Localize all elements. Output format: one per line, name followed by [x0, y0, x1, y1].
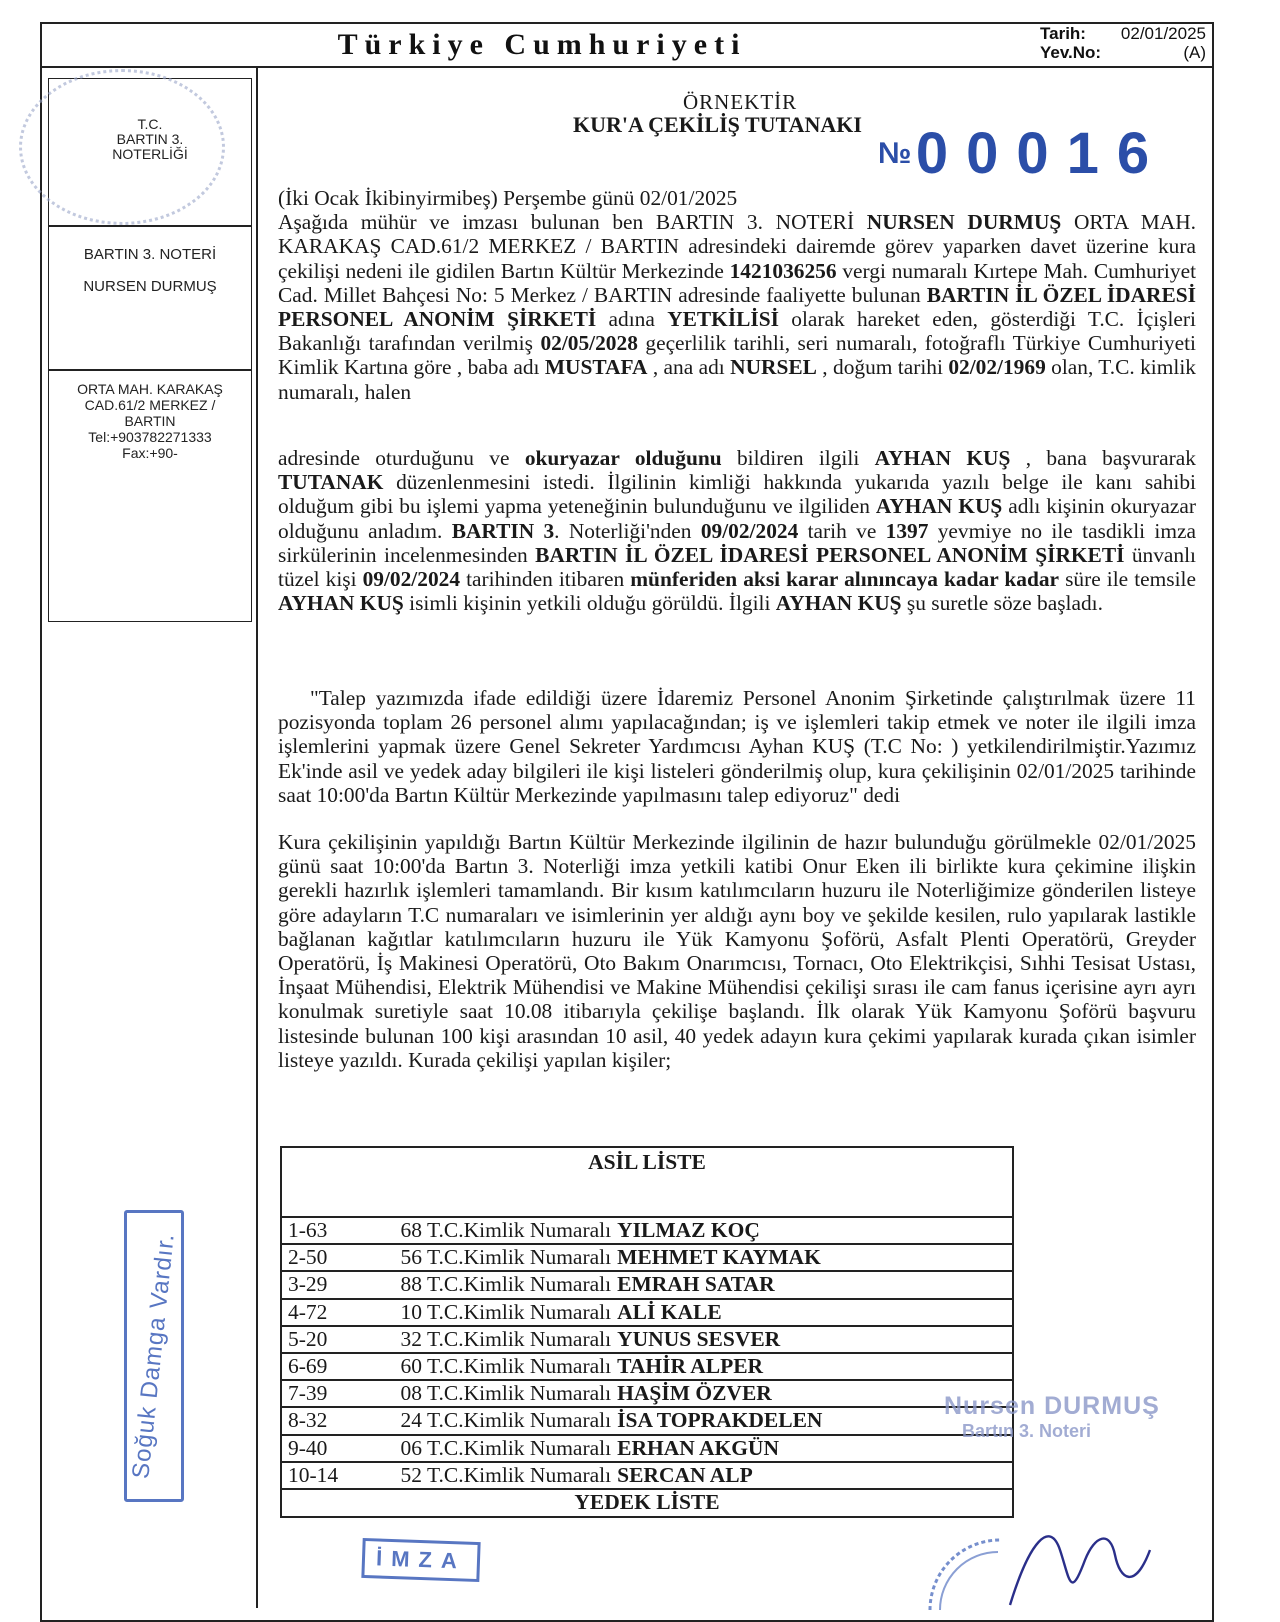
- row-name: TAHİR ALPER: [617, 1354, 764, 1379]
- seal-line-2: BARTIN 3.: [116, 131, 184, 147]
- row-name: SERCAN ALP: [617, 1462, 753, 1487]
- row-index: 10-14: [288, 1462, 339, 1487]
- row-name: EMRAH SATAR: [617, 1272, 775, 1297]
- row-index: 2-50: [288, 1245, 328, 1270]
- paragraph-2: adresinde oturduğunu ve okuryazar olduğunu bildiren ilgili AYHAN KUŞ , bana başvurarak TUTANAK düzenlenmesini istedi. İlgilinin kimliği hakkında yukarıda yazılı belge ile kanı sahibi olduğum gibi bu işlemi yapma yeteneğinin bulunduğunu ve ilgiliden AYHAN KUŞ adlı kişinin okuryazar olduğunu anladım. BARTIN 3. Noterliği'nden 09/02/2024 tarih ve 1397 yevmiye no ile tasdikli imza sirkülerinin incelenmesinden BARTIN İL ÖZEL İDARESİ PERSONEL ANONİM ŞİRKETİ ünvanlı tüzel kişi 09/02/2024 tarihinden itibaren münferiden aksi karar alınıncaya kadar kadar süre ile temsile AYHAN KUŞ isimli kişinin yetkili olduğu görüldü. İlgili AYHAN KUŞ şu suretle söze başladı.: [278, 446, 1197, 616]
- list-row: [282, 1436, 1012, 1463]
- list-row: [282, 1245, 1012, 1272]
- list-row: [282, 1463, 1012, 1490]
- paragraph-4: Kura çekilişinin yapıldığı Bartın Kültür Merkezinde ilgilinin de hazır bulunduğu görülmekle 02/01/2025 günü saat 10:00'da Bartın 3. Noterliği imza yetkili katibi Onur Eken ili birlikte kura çekimine ilişkin gerekli hazırlık işlemleri tamamlandı. Bir kısım katılımcıların huzuru ile Noterliğimize gönderilen listeye göre adayların T.C numaraları ve isimlerinin yer aldığı aynı boy ve şekilde kesilen, rulo yapılarak lastikle bağlanan kağıtlar katılımcıların huzuru ile Yük Kamyonu Şoförü, Asfalt Plenti Operatörü, Greyder Operatörü, İş Makinesi Operatörü, Oto Bakım Onarımcısı, Tornacı, Oto Elektrikçisi, Sıhhi Tesisat Ustası, İnşaat Mühendisi, Elektrik Mühendisi ve Makine Mühendisi çekilişi sırası ile cam fanus içerisine ayrı ayrı konulmak suretiyle saat 10.08 itibarıyla çekilişe başlandı. İlk olarak Yük Kamyonu Şoförü başvuru listesinde bulunan 100 kişi arasından 10 asil, 40 yedek adayın kura çekimi yapılarak kurada çıkan isimler listeye yazıldı. Kurada çekilişi yapılan kişiler;: [278, 830, 1196, 1072]
- country-title: Türkiye Cumhuriyeti: [337, 28, 747, 61]
- notary-stamp-line-2: Bartın 3. Noteri: [962, 1421, 1092, 1441]
- row-index: 8-32: [288, 1408, 328, 1433]
- row-tc-suffix: 68: [400, 1218, 422, 1243]
- notary-stamp: [944, 1392, 1160, 1442]
- list-row: [282, 1218, 1012, 1245]
- row-label: T.C.Kimlik Numaralı: [427, 1218, 612, 1243]
- date-label: Tarih:: [1040, 24, 1086, 43]
- notary-title: BARTIN 3. NOTERİ: [83, 246, 217, 263]
- row-index: 3-29: [288, 1272, 328, 1297]
- number-value: 00016: [915, 121, 1168, 186]
- row-tc-suffix: 32: [400, 1326, 422, 1351]
- imza-stamp: İMZA: [361, 1538, 480, 1582]
- notary-stamp-line-1: Nursen DURMUŞ: [944, 1392, 1160, 1420]
- document-title: KUR'A ÇEKİLİŞ TUTANAKI: [573, 112, 862, 137]
- notary-name: NURSEN DURMUŞ: [83, 278, 217, 295]
- row-name: ERHAN AKGÜN: [617, 1435, 779, 1460]
- seal-line-3: NOTERLİĞİ: [112, 146, 188, 162]
- row-tc-suffix: 60: [400, 1354, 422, 1379]
- list-footer: YEDEK LİSTE: [574, 1489, 720, 1514]
- number-symbol: №: [878, 137, 912, 170]
- row-tc-suffix: 10: [400, 1299, 422, 1324]
- paragraph-1: (İki Ocak İkibinyirmibeş) Perşembe günü 02/01/2025 Aşağıda mühür ve imzası bulunan ben BARTIN 3. NOTERİ NURSEN DURMUŞ ORTA MAH. KARAKAŞ CAD.61/2 MERKEZ / BARTIN adresindeki dairemde görev yaparken davet üzerine kura çekilişi nedeni ile gidilen Bartın Kültür Merkezinde 1421036256 vergi numaralı Kırtepe Mah. Cumhuriyet Cad. Millet Bahçesi No: 5 Merkez / BARTIN adresinde faaliyette bulunan BARTIN İL ÖZEL İDARESİ PERSONEL ANONİM ŞİRKETİ adına YETKİLİSİ olarak hareket eden, gösterdiği T.C. İçişleri Bakanlığı tarafından verilmiş 02/05/2028 geçerlilik tarihli, seri numaralı, fotoğraflı Türkiye Cumhuriyeti Kimlik Kartına göre , baba adı MUSTAFA , ana adı NURSEL , doğum tarihi 02/02/1969 olan, T.C. kimlik numaralı, halen: [278, 186, 1197, 404]
- yev-label: Yev.No:: [1040, 43, 1102, 62]
- row-name: YUNUS SESVER: [617, 1326, 781, 1351]
- row-name: HAŞİM ÖZVER: [617, 1381, 772, 1406]
- fax: Fax:+90-: [122, 445, 178, 461]
- date-block: [1040, 24, 1206, 62]
- paragraph-3: "Talep yazımızda ifade edildiği üzere İdaremiz Personel Anonim Şirketinde çalıştırılmak üzere 11 pozisyonda toplam 26 personel alımı yapılacağından; iş ve işlemleri takip etmek ve noter ile ilgili imza işlemlerini yapmak üzere Genel Sekreter Yardımcısı Ayhan KUŞ (T.C No: ) yetkilendirilmiştir.Yazımız Ek'inde asil ve yedek aday bilgileri ile kişi listeleri gönderilmiş olup, kura çekilişinin 02/01/2025 tarihinde saat 10:00'da Bartın Kültür Merkezinde yapılmasını talep ediyoruz" dedi: [278, 686, 1196, 807]
- list-row: [282, 1272, 1012, 1299]
- row-tc-suffix: 24: [400, 1408, 422, 1433]
- left-column: [40, 68, 258, 1608]
- address-line-3: BARTIN: [124, 413, 176, 429]
- date-value: 02/01/2025: [1120, 24, 1206, 43]
- row-tc-suffix: 06: [400, 1435, 422, 1460]
- row-tc-suffix: 52: [400, 1462, 422, 1487]
- cold-stamp-text: Soğuk Damga Vardır.: [127, 1231, 180, 1481]
- row-index: 5-20: [288, 1326, 328, 1351]
- address-line-2: CAD.61/2 MERKEZ /: [84, 397, 216, 413]
- tel: Tel:+903782271333: [88, 429, 212, 445]
- row-name: YILMAZ KOÇ: [617, 1218, 760, 1243]
- list-row: [282, 1408, 1012, 1435]
- row-label: T.C.Kimlik Numaralı: [427, 1299, 612, 1324]
- list-title: ASİL LİSTE: [282, 1148, 1012, 1218]
- notary-box: [48, 226, 252, 370]
- sample-label: ÖRNEKTİR: [683, 90, 798, 114]
- yev-value: (A): [1183, 43, 1206, 62]
- list-row: [282, 1300, 1012, 1327]
- row-label: T.C.Kimlik Numaralı: [427, 1435, 612, 1460]
- signature-seal-icon: [920, 1480, 1240, 1610]
- seal-text: [49, 117, 251, 162]
- row-index: 9-40: [288, 1435, 328, 1460]
- row-label: T.C.Kimlik Numaralı: [427, 1245, 612, 1270]
- cold-stamp: [124, 1210, 184, 1502]
- header-bar: [40, 22, 1214, 68]
- document-number: [878, 120, 1167, 187]
- row-index: 1-63: [288, 1218, 328, 1243]
- list-row: [282, 1327, 1012, 1354]
- row-index: 7-39: [288, 1381, 328, 1406]
- row-name: İSA TOPRAKDELEN: [617, 1408, 823, 1433]
- row-tc-suffix: 08: [400, 1381, 422, 1406]
- row-label: T.C.Kimlik Numaralı: [427, 1354, 612, 1379]
- list-row: [282, 1354, 1012, 1381]
- row-index: 4-72: [288, 1299, 328, 1324]
- row-label: T.C.Kimlik Numaralı: [427, 1326, 612, 1351]
- list-row: [282, 1381, 1012, 1408]
- address-line-1: ORTA MAH. KARAKAŞ: [77, 381, 223, 397]
- address-box: [48, 370, 252, 622]
- row-tc-suffix: 56: [400, 1245, 422, 1270]
- row-label: T.C.Kimlik Numaralı: [427, 1462, 612, 1487]
- row-label: T.C.Kimlik Numaralı: [427, 1272, 612, 1297]
- seal-line-1: T.C.: [137, 116, 163, 132]
- row-label: T.C.Kimlik Numaralı: [427, 1381, 612, 1406]
- row-name: ALİ KALE: [617, 1299, 722, 1324]
- seal-box: [48, 78, 252, 226]
- row-tc-suffix: 88: [400, 1272, 422, 1297]
- asil-list-table: [280, 1146, 1014, 1518]
- row-index: 6-69: [288, 1354, 328, 1379]
- row-name: MEHMET KAYMAK: [617, 1245, 821, 1270]
- row-label: T.C.Kimlik Numaralı: [427, 1408, 612, 1433]
